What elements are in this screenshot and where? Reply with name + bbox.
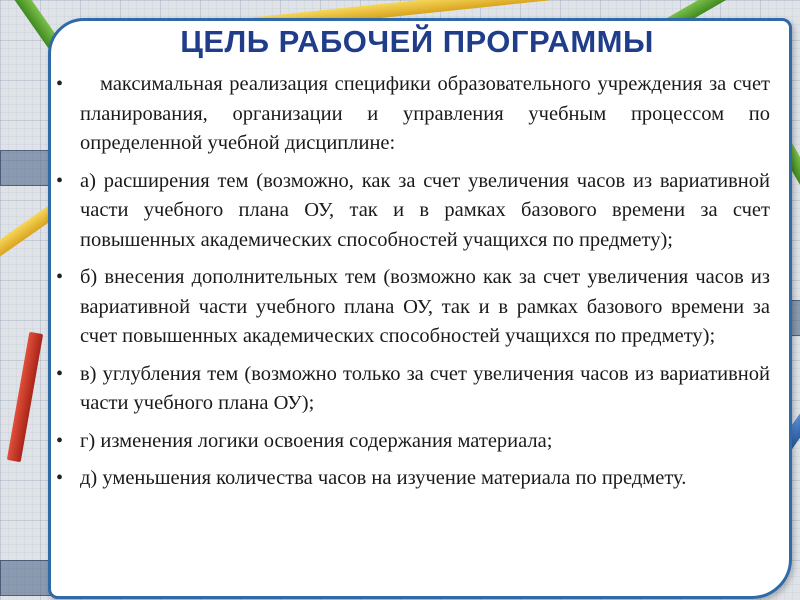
bullet-icon: • xyxy=(56,467,64,489)
bullet-icon: • xyxy=(56,73,64,95)
list-item-text: максимальная реализация специфики образовательного учреждения за счет планирования, организации и управления учебным процессом по определенной учебной дисциплине: xyxy=(80,73,770,154)
list-item xyxy=(52,360,770,419)
bullet-icon: • xyxy=(56,429,64,452)
page-title: ЦЕЛЬ РАБОЧЕЙ ПРОГРАММЫ xyxy=(180,24,654,59)
bullet-list xyxy=(52,70,770,502)
list-item xyxy=(52,263,770,352)
list-item-text: д) уменьшения количества часов на изучение материала по предмету. xyxy=(80,467,687,489)
bullet-icon: • xyxy=(56,362,64,385)
list-item xyxy=(52,70,770,159)
list-item xyxy=(52,427,770,457)
list-item-text: в) углубления тем (возможно только за счет увеличения часов из вариативной части учебного плана ОУ); xyxy=(80,362,770,414)
list-item xyxy=(52,167,770,256)
red-pencil-decoration xyxy=(7,332,43,462)
list-item-text: а) расширения тем (возможно, как за счет увеличения часов из вариативной части учебного плана ОУ, так и в рамках базового времени за счет повышенных академических способностей учащихся по предмету); xyxy=(80,169,770,251)
list-item xyxy=(52,464,770,494)
list-item-text: г) изменения логики освоения содержания материала; xyxy=(80,429,553,452)
bullet-icon: • xyxy=(56,169,64,192)
list-item-text: б) внесения дополнительных тем (возможно как за счет увеличения часов из вариативной части учебного плана ОУ, так и в рамках базового времени за счет повышенных академических способностей учащихся по предмету); xyxy=(80,266,770,347)
bullet-icon: • xyxy=(56,266,64,288)
